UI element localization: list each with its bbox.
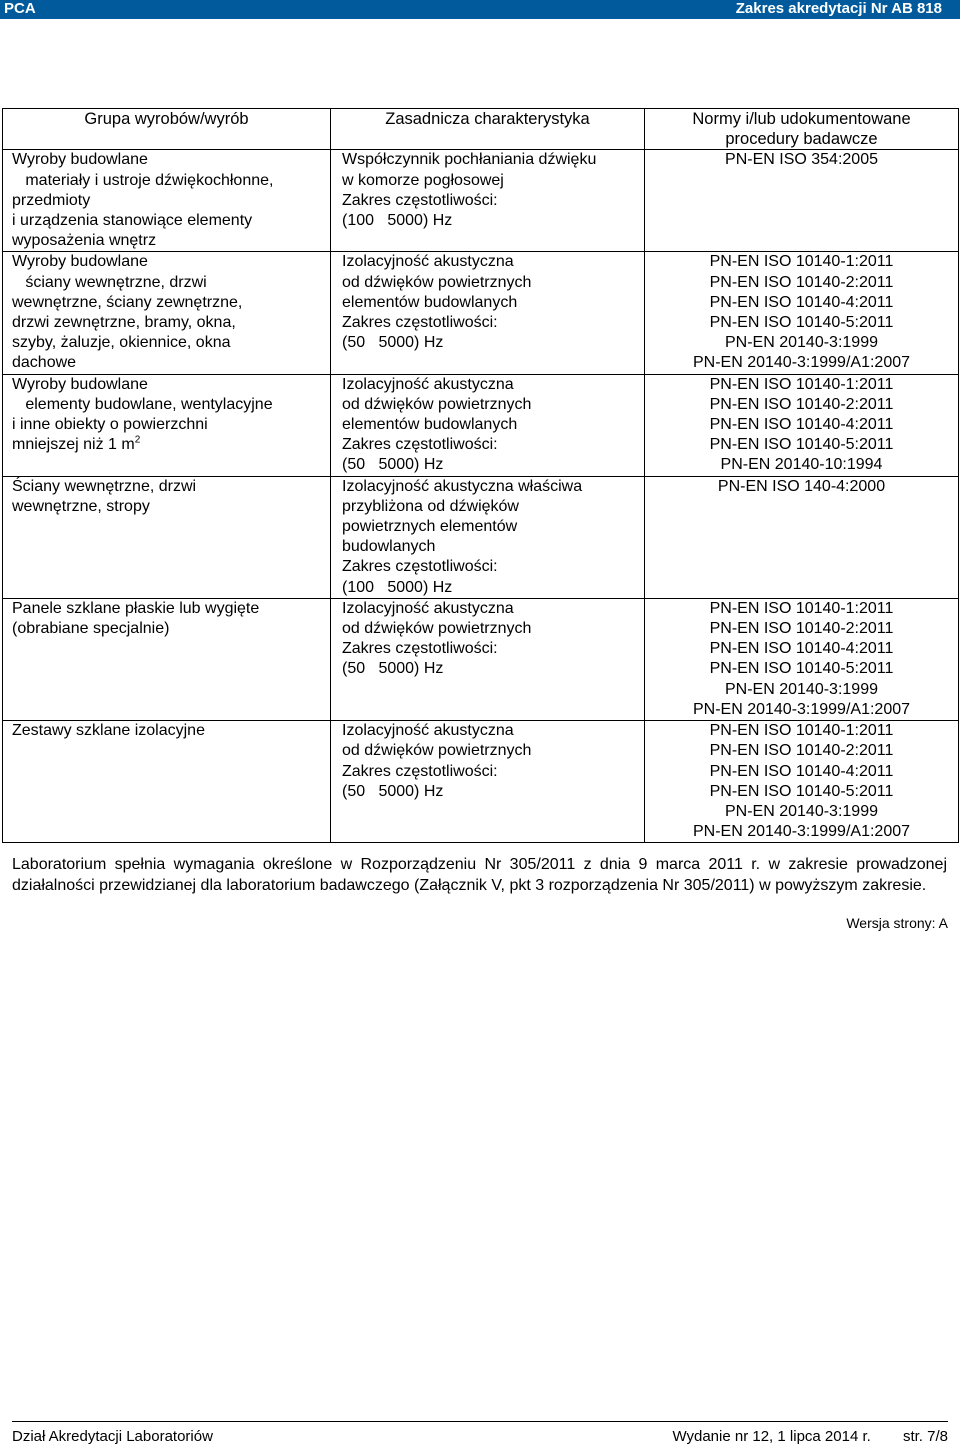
group-text: Wyroby budowlane ściany wewnętrzne, drzwi wewnętrzne, ściany zewnętrzne, drzwi zewnętrzne, bramy, okna, szyby, żaluzje, okiennice, okna dachowe (12, 253, 243, 372)
header-col-group: Grupa wyrobów/wyrób (3, 109, 331, 150)
header-right-label: Zakres akredytacji Nr AB 818 (735, 0, 942, 17)
header-col-standards: Normy i/lub udokumentowane procedury badawcze (645, 109, 959, 150)
accreditation-table (2, 108, 959, 843)
characteristic-cell (331, 721, 645, 843)
footer-edition: Wydanie nr 12, 1 lipca 2014 r. (672, 1428, 871, 1445)
characteristic-text: Izolacyjność akustyczna właściwa przybliżona od dźwięków powietrznych elementów budowlanych Zakres częstotliwości: (100 5000) Hz (342, 477, 583, 596)
table-row (3, 476, 959, 598)
page-version: Wersja strony: A (846, 915, 948, 931)
standards-cell (645, 476, 959, 598)
regulation-note: Laboratorium spełnia wymagania określone w Rozporządzeniu Nr 305/2011 z dnia 9 marca 2011 r. w zakresie prowadzonej działalności przewidzianej dla laboratorium badawczego (Załącznik V, pkt 3 rozporządzenia Nr 305/2011) w powyższym zakresie. (12, 856, 947, 894)
standards-cell (645, 374, 959, 476)
group-cell (3, 374, 331, 476)
header-col-characteristic: Zasadnicza charakterystyka (331, 109, 645, 150)
group-cell (3, 150, 331, 252)
table-row (3, 252, 959, 374)
standards-text: PN-EN ISO 10140-1:2011 PN-EN ISO 10140-2:2011 PN-EN ISO 10140-4:2011 PN-EN ISO 10140-5:2011 PN-EN 20140-3:1999 PN-EN 20140-3:1999/A1:2007 (692, 722, 911, 841)
standards-text: PN-EN ISO 10140-1:2011 PN-EN ISO 10140-2:2011 PN-EN ISO 10140-4:2011 PN-EN ISO 10140-5:2011 PN-EN 20140-3:1999 PN-EN 20140-3:1999/A1:2007 (692, 599, 911, 718)
characteristic-text: Współczynnik pochłaniania dźwięku w komorze pogłosowej Zakres częstotliwości: (100 5000) Hz (342, 151, 597, 230)
characteristic-cell (331, 598, 645, 720)
group-cell (3, 252, 331, 374)
standards-text: PN-EN ISO 354:2005 (725, 151, 878, 169)
table-row (3, 374, 959, 476)
characteristic-cell (331, 252, 645, 374)
footer-info (672, 1428, 948, 1445)
characteristic-cell (331, 374, 645, 476)
standards-text: PN-EN ISO 10140-1:2011 PN-EN ISO 10140-2:2011 PN-EN ISO 10140-4:2011 PN-EN ISO 10140-5:2011 PN-EN 20140-3:1999 PN-EN 20140-3:1999/A1:2007 (692, 253, 911, 372)
standards-cell (645, 150, 959, 252)
group-text: Wyroby budowlane materiały i ustroje dźwiękochłonne, przedmioty i urządzenia stanowiące elementy wyposażenia wnętrz (12, 151, 274, 250)
standards-cell (645, 598, 959, 720)
header-left-label: PCA (4, 0, 36, 17)
group-cell (3, 476, 331, 598)
group-cell (3, 598, 331, 720)
group-text: Wyroby budowlane elementy budowlane, wentylacyjne i inne obiekty o powierzchni mniejszej niż 1 m (12, 375, 273, 454)
characteristic-text: Izolacyjność akustyczna od dźwięków powietrznych Zakres częstotliwości: (50 5000) Hz (342, 722, 532, 800)
characteristic-cell (331, 150, 645, 252)
characteristic-cell (331, 476, 645, 598)
footer-divider (12, 1421, 948, 1422)
group-text: Ściany wewnętrzne, drzwi wewnętrzne, stropy (12, 477, 197, 515)
table-row (3, 150, 959, 252)
superscript-2: 2 (134, 434, 141, 446)
standards-text: PN-EN ISO 140-4:2000 (717, 477, 886, 495)
group-text: Panele szklane płaskie lub wygięte (obrabiane specjalnie) (12, 599, 260, 638)
characteristic-text: Izolacyjność akustyczna od dźwięków powietrznych elementów budowlanych Zakres częstotliwości: (50 5000) Hz (342, 253, 532, 352)
table-header-row (3, 109, 959, 150)
footer-page-number: str. 7/8 (902, 1428, 948, 1445)
group-cell (3, 721, 331, 843)
header-bar (0, 0, 960, 19)
footer-department: Dział Akredytacji Laboratoriów (12, 1428, 213, 1445)
characteristic-text: Izolacyjność akustyczna od dźwięków powietrznych elementów budowlanych Zakres częstotliwości: (50 5000) Hz (342, 375, 532, 474)
standards-text: PN-EN ISO 10140-1:2011 PN-EN ISO 10140-2:2011 PN-EN ISO 10140-4:2011 PN-EN ISO 10140-5:2011 PN-EN 20140-10:1994 (709, 375, 894, 474)
characteristic-text: Izolacyjność akustyczna od dźwięków powietrznych Zakres częstotliwości: (50 5000) Hz (342, 599, 532, 678)
standards-cell (645, 252, 959, 374)
standards-cell (645, 721, 959, 843)
group-text: Zestawy szklane izolacyjne (12, 722, 205, 740)
table-row (3, 721, 959, 843)
table-row (3, 598, 959, 720)
